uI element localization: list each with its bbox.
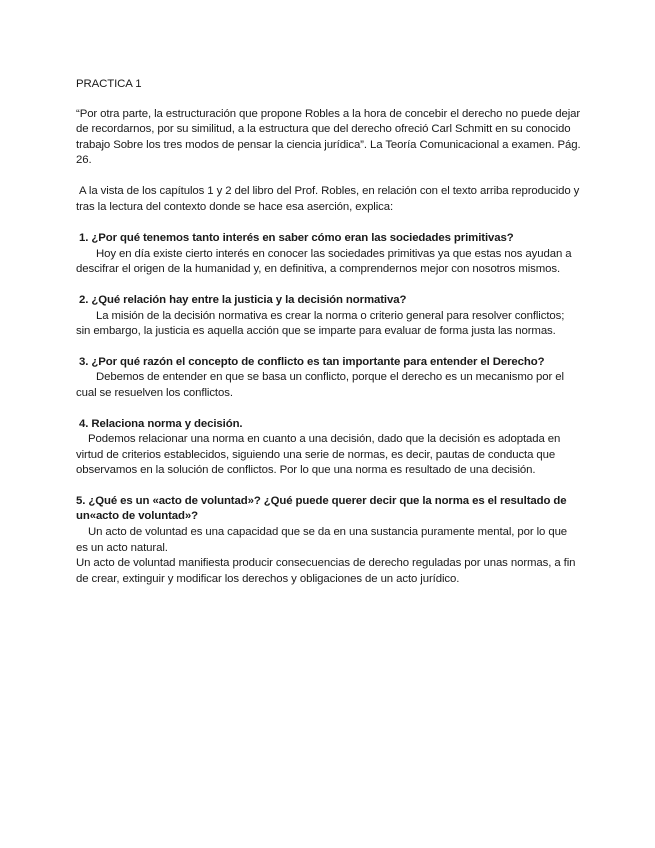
document-body bbox=[76, 77, 581, 602]
quote-paragraph: “Por otra parte, la estructuración que propone Robles a la hora de concebir el derecho no puede dejar de recordarnos, por su similitud, a la estructura que del derecho ofreció Carl Schmitt en su conocido trabajo Sobre los tres modos de pensar la ciencia jurídica”. La Teoría Comunicacional a examen. Pág. 26. bbox=[76, 107, 581, 167]
question-block-5 bbox=[76, 494, 581, 588]
question-2: 2. ¿Qué relación hay entre la justicia y la decisión normativa? bbox=[79, 293, 407, 306]
answer-5: Un acto de voluntad es una capacidad que se da en una sustancia puramente mental, por lo que es un acto natural. bbox=[76, 526, 568, 554]
question-block-2 bbox=[76, 293, 581, 340]
question-block-4 bbox=[76, 417, 581, 479]
question-5: 5. ¿Qué es un «acto de voluntad»? ¿Qué puede querer decir que la norma es el resultado de un«acto de voluntad»? bbox=[76, 494, 567, 523]
answer-1: Hoy en día existe cierto interés en conocer las sociedades primitivas ya que estas nos ayudan a descifrar el origen de la humanidad y, en definitiva, a comprendernos mejor con nosotros mismos. bbox=[76, 247, 572, 276]
question-block-1 bbox=[76, 231, 581, 278]
document-title: PRACTICA 1 bbox=[76, 78, 142, 90]
instruction-paragraph: A la vista de los capítulos 1 y 2 del libro del Prof. Robles, en relación con el texto arriba reproducido y tras la lectura del contexto donde se hace esa aserción, explica: bbox=[76, 184, 580, 213]
answer-5-extra: Un acto de voluntad manifiesta producir consecuencias de derecho reguladas por unas normas, a fin de crear, extinguir y modificar los derechos y obligaciones de un acto jurídico. bbox=[76, 557, 576, 585]
answer-2: La misión de la decisión normativa es crear la norma o criterio general para resolver conflictos; sin embargo, la justicia es aquella acción que se imparte para evaluar de forma justa las normas. bbox=[76, 309, 565, 338]
answer-4: Podemos relacionar una norma en cuanto a una decisión, dado que la decisión es adoptada en virtud de criterios establecidos, siguiendo una serie de normas, es decir, pautas de conducta que observamos en la solución de conflictos. Por lo que una norma es resultado de una decisión. bbox=[76, 433, 561, 477]
question-1: 1. ¿Por qué tenemos tanto interés en saber cómo eran las sociedades primitivas? bbox=[79, 232, 514, 245]
question-block-3 bbox=[76, 355, 581, 402]
question-3: 3. ¿Por qué razón el concepto de conflicto es tan importante para entender el Derecho? bbox=[79, 355, 545, 368]
question-4: 4. Relaciona norma y decisión. bbox=[79, 417, 243, 430]
answer-3: Debemos de entender en que se basa un conflicto, porque el derecho es un mecanismo por el cual se resuelven los conflictos. bbox=[76, 371, 564, 399]
